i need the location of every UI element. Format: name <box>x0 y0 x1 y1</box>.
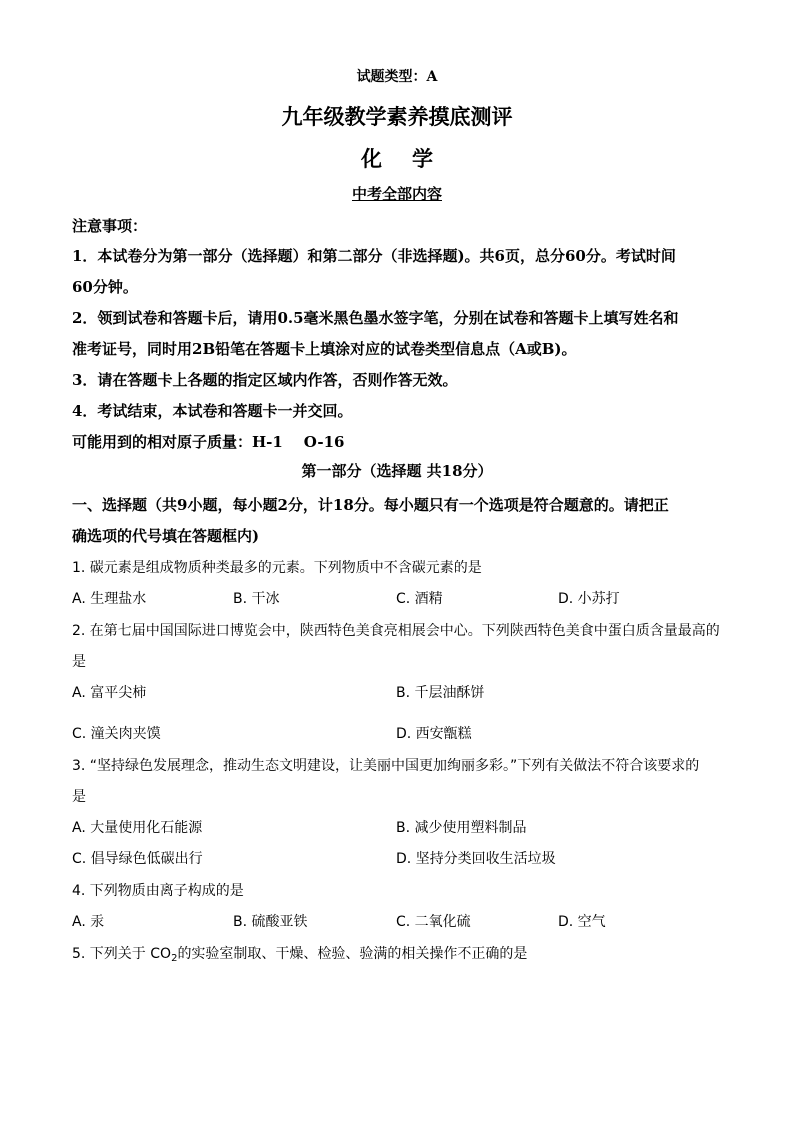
question-4-option-b: B. 硫酸亚铁 <box>233 914 308 930</box>
exam-scope-text: 中考全部内容 <box>351 185 442 203</box>
question-5-stem-end: 的实验室制取、干燥、检验、验满的相关操作不正确的是 <box>177 946 528 962</box>
question-4-option-d: D. 空气 <box>558 914 606 930</box>
question-2-stem-line-2: 是 <box>72 654 86 670</box>
question-3-stem-line-2: 是 <box>72 789 86 805</box>
question-3-stem-line-1: 3. “坚持绿色发展理念，推动生态文明建设，让美丽中国更加绚丽多彩。”下列有关做法不符合该要求的 <box>72 758 700 774</box>
question-3-option-b: B. 减少使用塑料制品 <box>396 820 527 836</box>
subject-title: 化学 <box>361 146 463 171</box>
notes-heading: 注意事项： <box>72 217 148 235</box>
note-2-line-2: 准考证号，同时用2B铅笔在答题卡上填涂对应的试卷类型信息点（A或B)。 <box>72 340 577 358</box>
question-5-stem <box>72 943 527 964</box>
question-5-stem-start: 5. 下列关于 CO <box>72 946 172 962</box>
question-4-stem: 4. 下列物质由离子构成的是 <box>72 883 244 899</box>
question-4-option-c: C. 二氧化硫 <box>396 914 471 930</box>
question-5-subscript: 2 <box>171 953 178 964</box>
question-4-option-a: A. 汞 <box>72 914 105 930</box>
question-3-option-a: A. 大量使用化石能源 <box>72 820 203 836</box>
note-2-line-1: 2．领到试卷和答题卡后，请用0.5毫米黑色墨水签字笔，分别在试卷和答题卡上填写姓名和 <box>72 309 679 327</box>
question-3-option-c: C. 倡导绿色低碳出行 <box>72 851 203 867</box>
note-3: 3．请在答题卡上各题的指定区域内作答，否则作答无效。 <box>72 371 458 389</box>
note-1-line-1: 1．本试卷分为第一部分（选择题）和第二部分（非选择题)。共6页，总分60分。考试时间 <box>72 247 676 265</box>
question-1-stem: 1. 碳元素是组成物质种类最多的元素。下列物质中不含碳元素的是 <box>72 560 482 576</box>
question-1-option-c: C. 酒精 <box>396 591 443 607</box>
question-1-option-b: B. 干冰 <box>233 591 280 607</box>
paper-type: 试题类型：A <box>356 69 438 85</box>
question-3-option-d: D. 坚持分类回收生活垃圾 <box>396 851 556 867</box>
question-1-option-a: A. 生理盐水 <box>72 591 147 607</box>
question-2-option-c: C. 潼关肉夹馍 <box>72 726 161 742</box>
question-2-stem-line-1: 2. 在第七届中国国际进口博览会中，陕西特色美食亮相展会中心。下列陕西特色美食中蛋白质含量最高的 <box>72 623 720 639</box>
question-1-option-d: D. 小苏打 <box>558 591 620 607</box>
question-2-option-a: A. 富平尖柿 <box>72 685 147 701</box>
part-1-title: 第一部分（选择题 共18分） <box>301 462 493 480</box>
section-1-instruction-line-2: 确选项的代号填在答题框内) <box>72 527 260 545</box>
section-1-instruction-line-1: 一、选择题（共9小题，每小题2分，计18分。每小题只有一个选项是符合题意的。请把正 <box>72 496 669 514</box>
note-4: 4．考试结束，本试卷和答题卡一并交回。 <box>72 402 353 420</box>
note-1-line-2: 60分钟。 <box>72 278 138 296</box>
question-2-option-b: B. 千层油酥饼 <box>396 685 485 701</box>
exam-title: 九年级教学素养摸底测评 <box>281 104 513 129</box>
atomic-mass-reference: 可能用到的相对原子质量：H-1 O-16 <box>72 433 345 451</box>
exam-scope <box>0 183 794 204</box>
question-2-option-d: D. 西安甑糕 <box>396 726 472 742</box>
